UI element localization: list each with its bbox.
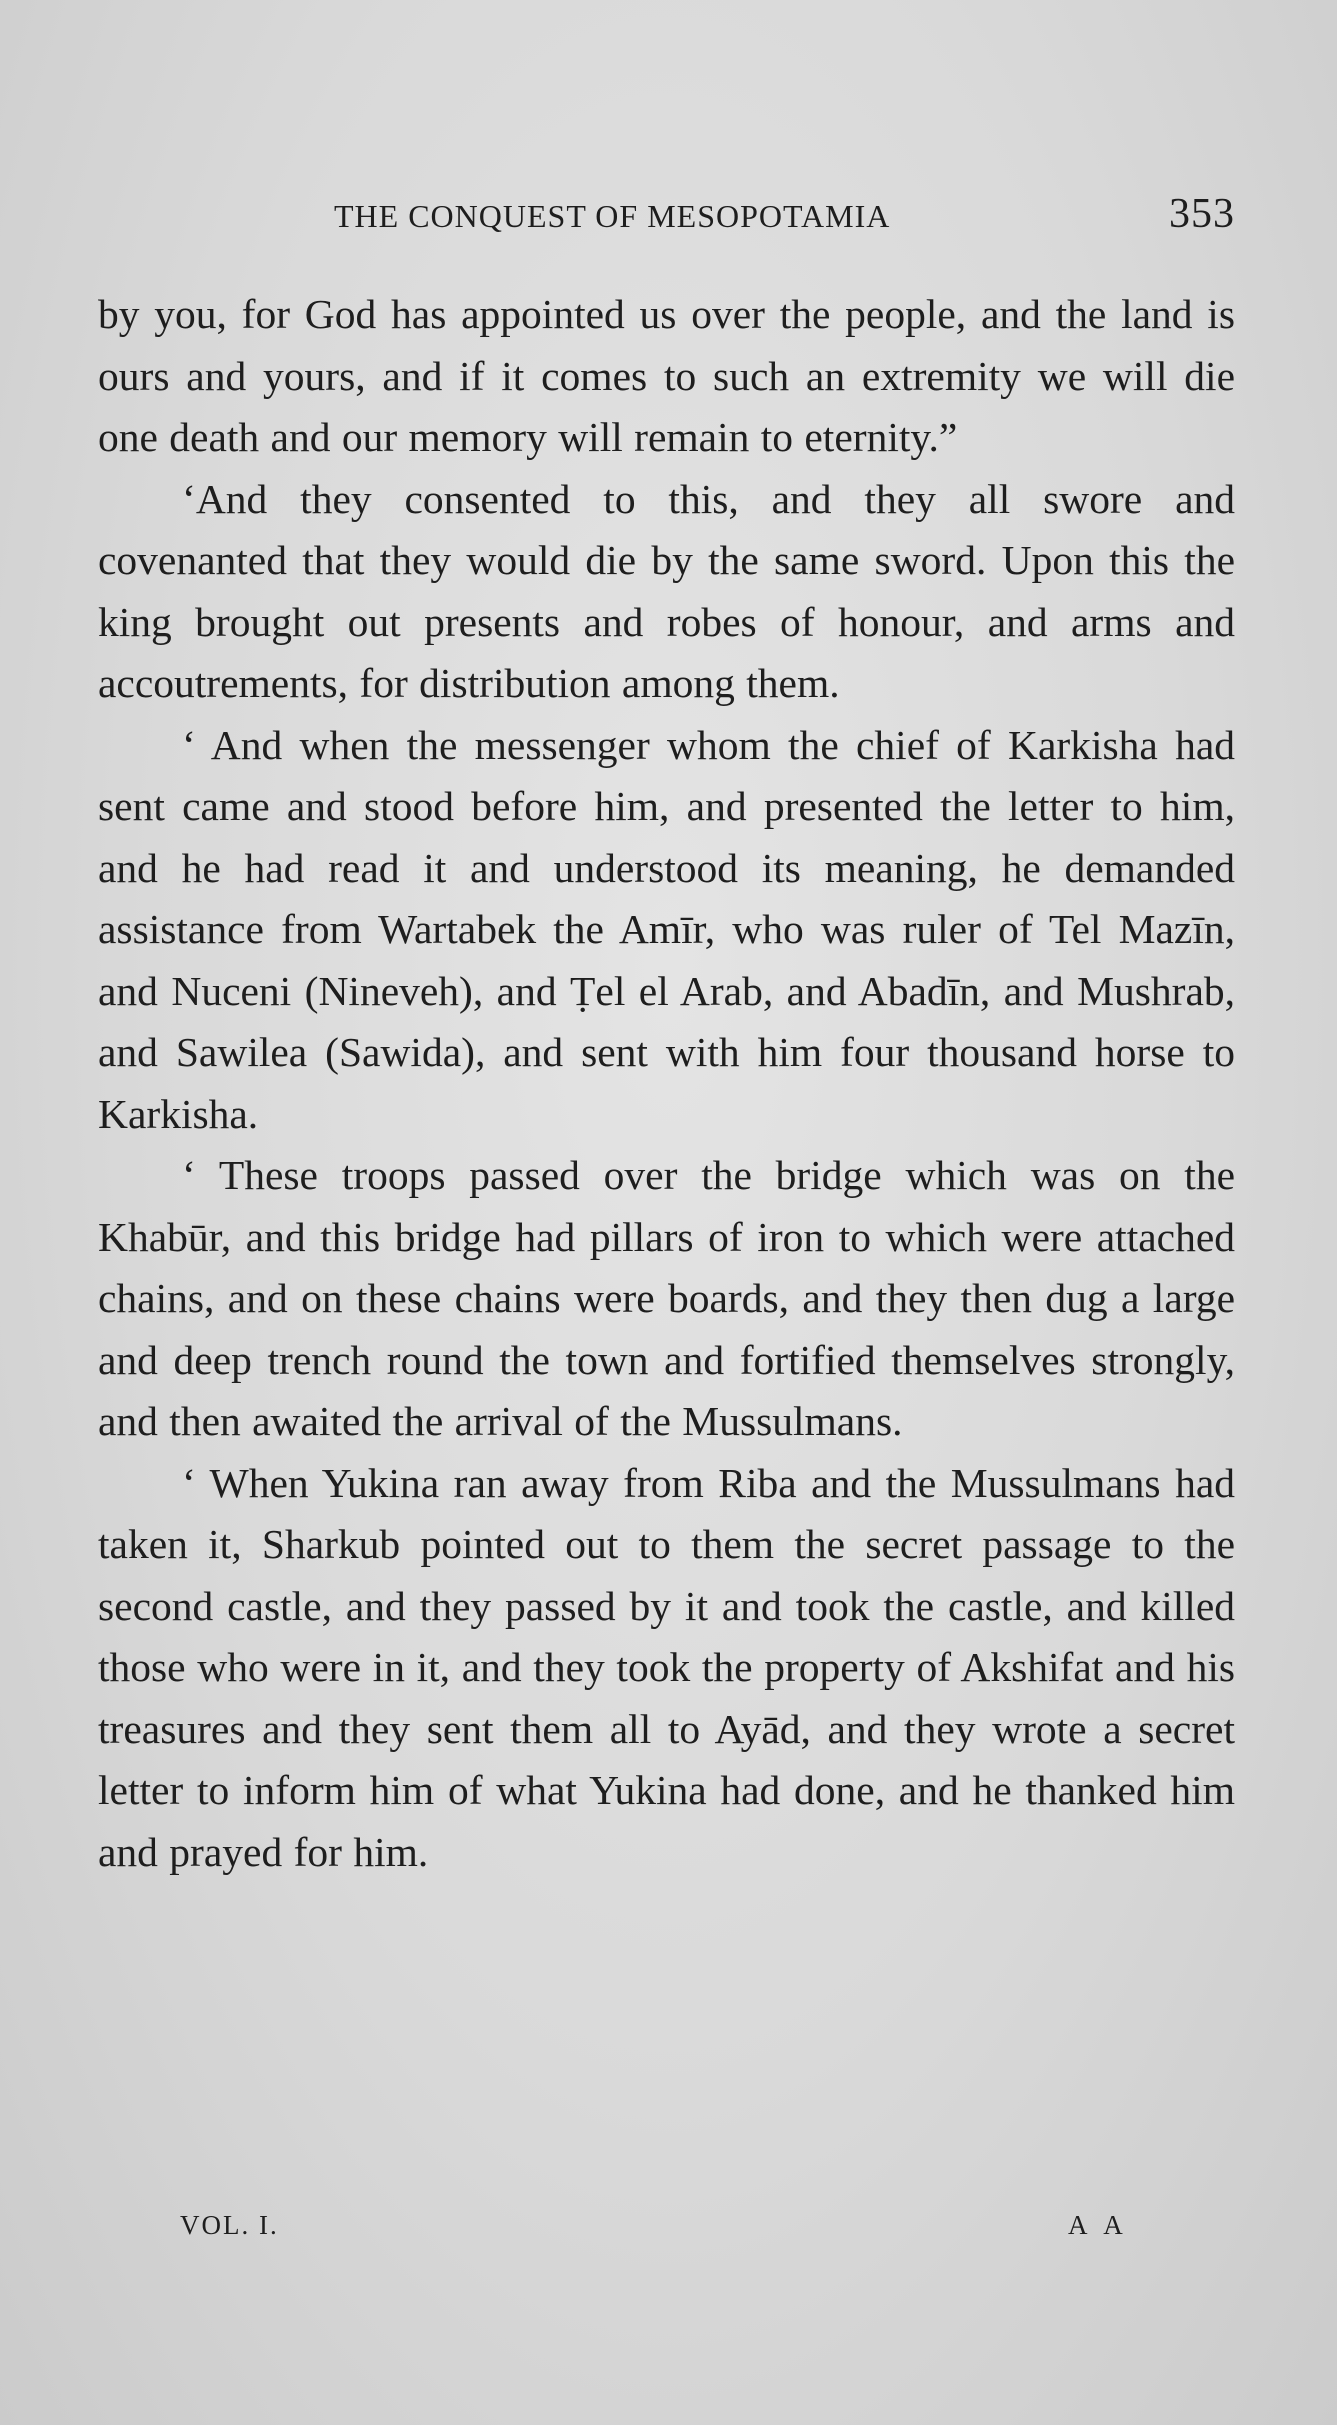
page-number: 353: [1169, 191, 1235, 237]
volume-mark: VOL. I.: [180, 2210, 279, 2240]
paragraph: ‘ These troops passed over the bridge which was on the Khabūr, and this bridge had pillars of iron to which were attached chains, and on these chains were boards, and they then dug a large and deep trench round the town and fortified themselves strongly, and then awaited the arrival of the Mussulmans.: [98, 1152, 1235, 1444]
page-footer: [98, 2210, 1235, 2250]
paragraph-continuation: by you, for God has appointed us over the people, and the land is ours and yours, and if it comes to such an extremity we will die one death and our memory will remain to eternity.”: [98, 291, 1235, 460]
body-text: [98, 284, 1235, 1883]
running-title: THE CONQUEST OF MESOPOTAMIA: [334, 198, 891, 234]
paragraph: ‘ And when the messenger whom the chief of Karkisha had sent came and stood before him, and presented the letter to him, and he had read it and understood its meaning, he demanded assistance from Wartabek the Amīr, who was ruler of Tel Mazīn, and Nuceni (Nineveh), and Ṭel el Arab, and Abadīn, and Mushrab, and Sawilea (Sawida), and sent with him four thousand horse to Karkisha.: [98, 721, 1235, 1137]
signature-mark: A A: [1068, 2210, 1129, 2240]
paragraph: ‘ When Yukina ran away from Riba and the Mussulmans had taken it, Sharkub pointed out to them the secret passage to the second castle, and they passed by it and took the castle, and killed those who were in it, and they took the property of Akshifat and his treasures and they sent them all to Ayād, and they wrote a secret letter to inform him of what Yukina had done, and he thanked him and prayed for him.: [98, 1459, 1235, 1875]
paragraph: ‘And they consented to this, and they all swore and covenanted that they would die by the same sword. Upon this the king brought out presents and robes of honour, and arms and accoutrements, for distribution among them.: [98, 475, 1235, 706]
page-header: [98, 190, 1235, 246]
